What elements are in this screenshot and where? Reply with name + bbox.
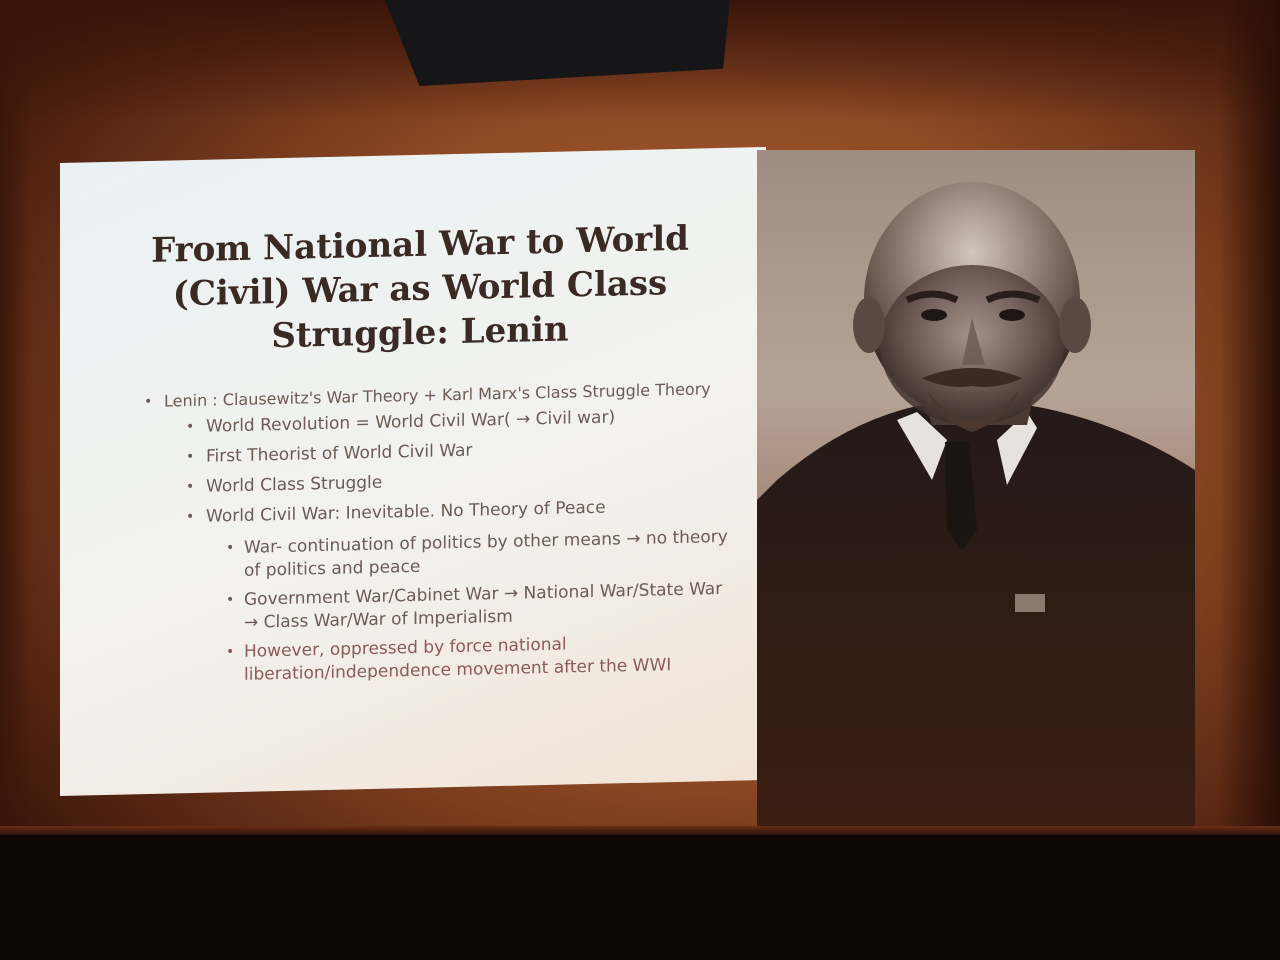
portrait-photo xyxy=(757,150,1195,834)
bullet-government-war: • Government War/Cabinet War → National War/State War → Class War/War of Imperialism xyxy=(140,578,730,637)
lapel-pin xyxy=(1015,594,1045,612)
title-line-2: (Civil) War as World Class xyxy=(172,263,668,315)
bullet-list xyxy=(140,378,730,689)
coat-shape xyxy=(757,405,1195,834)
room-floor-dark xyxy=(0,835,1280,960)
bullet-world-civil-war: • World Civil War: Inevitable. No Theory of Peace xyxy=(140,490,730,533)
bullet-lenin-theory: • Lenin : Clausewitz's War Theory + Karl Marx's Class Struggle Theory xyxy=(140,378,730,413)
ear-left xyxy=(853,297,885,353)
screen-right-shadow xyxy=(1220,0,1280,835)
bullet-first-theorist: • First Theorist of World Civil War xyxy=(140,430,730,473)
eye-left xyxy=(921,309,947,321)
eye-right xyxy=(999,309,1025,321)
slide-text-panel xyxy=(60,147,766,796)
title-line-1: From National War to World xyxy=(151,218,689,271)
screen-left-shadow xyxy=(0,0,30,835)
bullet-world-class-struggle: • World Class Struggle xyxy=(140,460,730,503)
portrait-illustration xyxy=(757,150,1195,834)
title-line-3: Struggle: Lenin xyxy=(271,309,569,357)
bullet-war-continuation: • War- continuation of politics by other means → no theory of politics and peace xyxy=(140,526,730,585)
slide-title xyxy=(140,216,700,361)
ear-right xyxy=(1059,297,1091,353)
bullet-world-revolution: • World Revolution = World Civil War( → Civil war) xyxy=(140,400,730,443)
bullet-however-oppressed: • However, oppressed by force national liberation/independence movement after the WWI xyxy=(140,630,730,689)
